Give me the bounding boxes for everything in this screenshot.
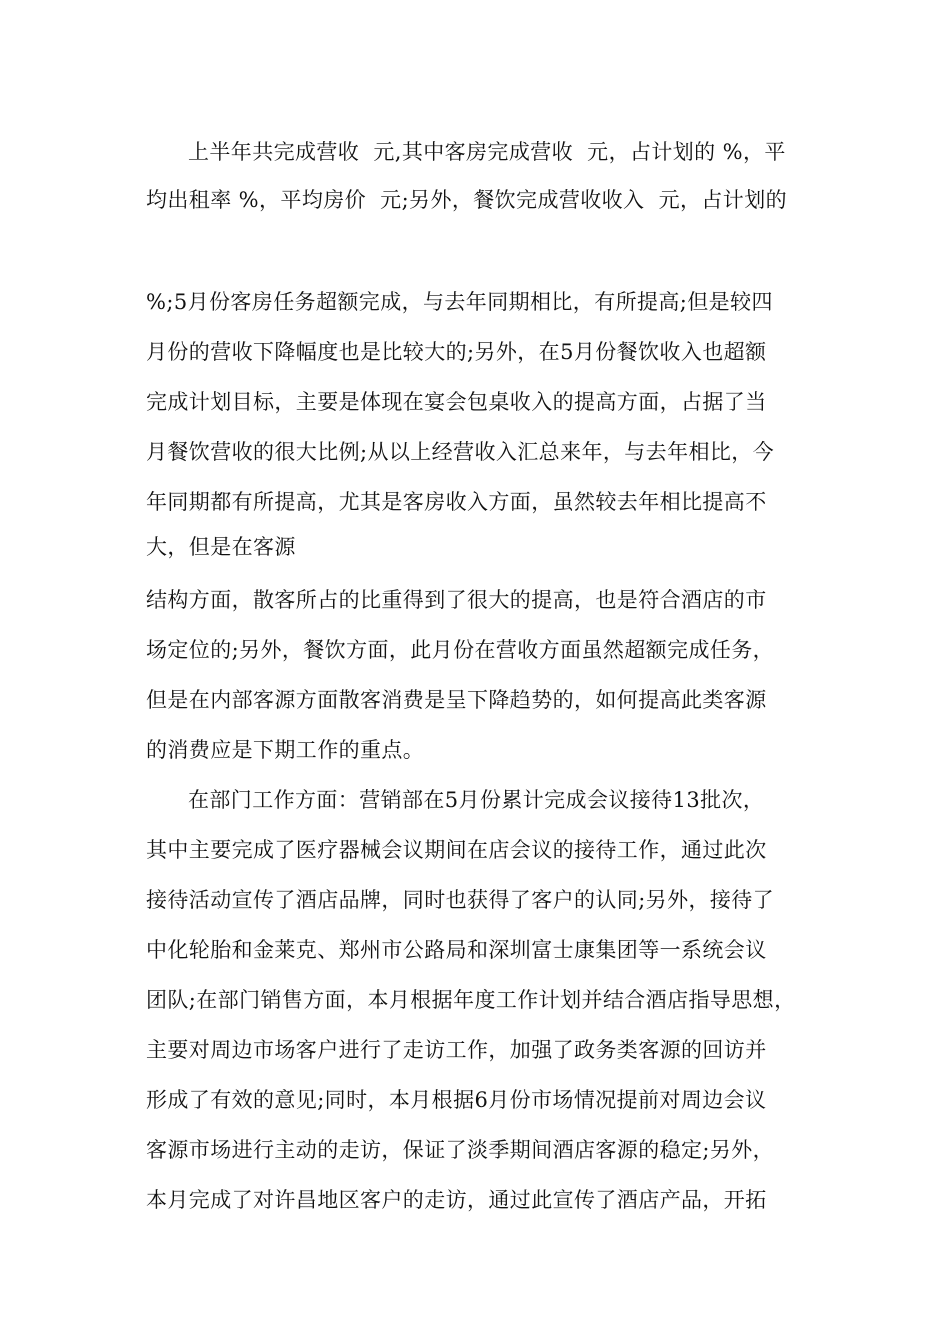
paragraph-line: 月份的营收下降幅度也是比较大的;另外，在5月份餐饮收入也超额 (146, 340, 767, 364)
paragraph-line: 大，但是在客源 (146, 535, 296, 559)
paragraph-line: 年同期都有所提高，尤其是客房收入方面，虽然较去年相比提高不 (146, 490, 767, 514)
paragraph-line: 团队;在部门销售方面，本月根据年度工作计划并结合酒店指导思想， (146, 988, 796, 1012)
paragraph-line: 中化轮胎和金莱克、郑州市公路局和深圳富士康集团等一系统会议 (146, 938, 767, 962)
paragraph-line: 其中主要完成了医疗器械会议期间在店会议的接待工作，通过此次 (146, 838, 767, 862)
paragraph-line: 接待活动宣传了酒店品牌，同时也获得了客户的认同;另外，接待了 (146, 888, 775, 912)
paragraph-line: 上半年共完成营收 元,其中客房完成营收 元，占计划的 %，平 (188, 140, 786, 164)
paragraph-line: 主要对周边市场客户进行了走访工作，加强了政务类客源的回访并 (146, 1038, 767, 1062)
paragraph-line: 的消费应是下期工作的重点。 (146, 738, 425, 762)
paragraph-line: 完成计划目标，主要是体现在宴会包桌收入的提高方面，占据了当 (146, 390, 767, 414)
paragraph-line: 形成了有效的意见;同时，本月根据6月份市场情况提前对周边会议 (146, 1088, 767, 1112)
paragraph-line: 本月完成了对许昌地区客户的走访，通过此宣传了酒店产品，开拓 (146, 1188, 767, 1212)
paragraph-line: 在部门工作方面：营销部在5月份累计完成会议接待13批次， (188, 788, 765, 812)
paragraph-line: 但是在内部客源方面散客消费是呈下降趋势的，如何提高此类客源 (146, 688, 767, 712)
paragraph-line: %;5月份客房任务超额完成，与去年同期相比，有所提高;但是较四 (146, 290, 773, 314)
paragraph-line: 场定位的;另外，餐饮方面，此月份在营收方面虽然超额完成任务， (146, 638, 775, 662)
paragraph-line: 结构方面，散客所占的比重得到了很大的提高，也是符合酒店的市 (146, 588, 767, 612)
paragraph-line: 客源市场进行主动的走访，保证了淡季期间酒店客源的稳定;另外， (146, 1138, 775, 1162)
paragraph-line: 月餐饮营收的很大比例;从以上经营收入汇总来年，与去年相比，今 (146, 440, 775, 464)
paragraph-line: 均出租率 %，平均房价 元;另外，餐饮完成营收收入 元，占计划的 (146, 188, 788, 212)
